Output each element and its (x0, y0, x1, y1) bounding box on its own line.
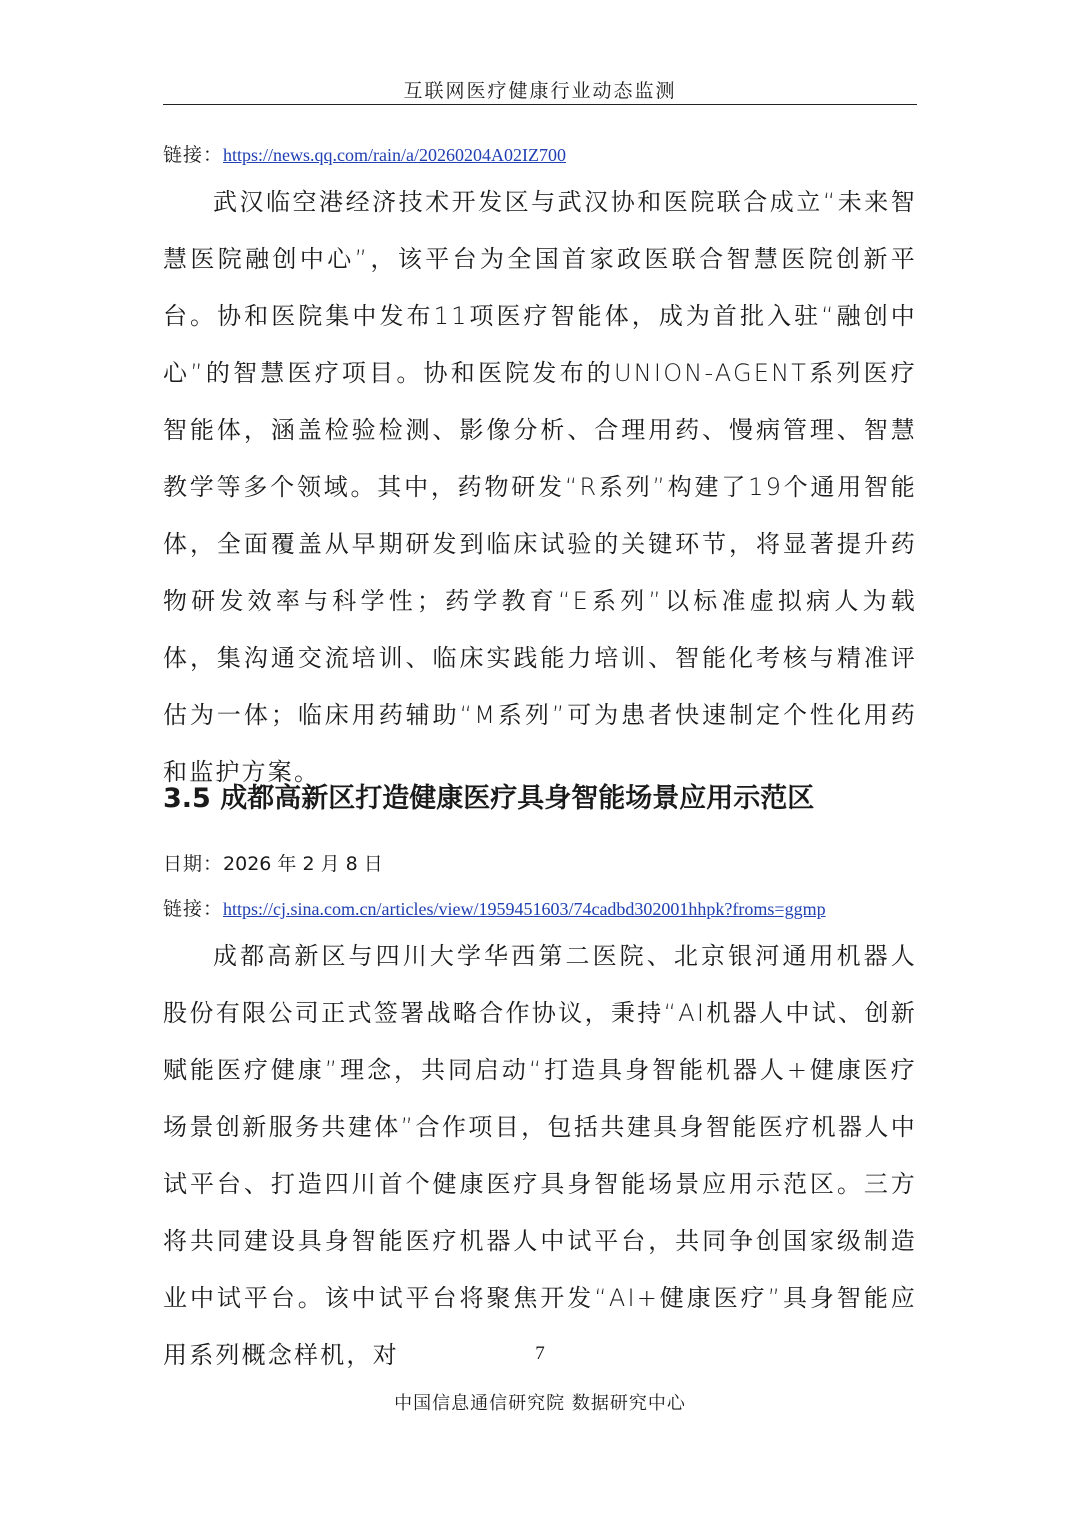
article2-date-line (163, 852, 383, 876)
section-heading: 3.5 成都高新区打造健康医疗具身智能场景应用示范区 (163, 783, 815, 814)
article1-body: 武汉临空港经济技术开发区与武汉协和医院联合成立“未来智慧医院融创中心”，该平台为全国首家政医联合智慧医院创新平台。协和医院集中发布11项医疗智能体，成为首批入驻“融创中心”的智慧医疗项目。协和医院发布的UNION-AGENT系列医疗智能体，涵盖检验检测、影像分析、合理用药、慢病管理、智慧教学等多个领域。其中，药物研发“R系列”构建了19个通用智能体，全面覆盖从早期研发到临床试验的关键环节，将显著提升药物研发效率与科学性；药学教育“E系列”以标准虚拟病人为载体，集沟通交流培训、临床实践能力培训、智能化考核与精准评估为一体；临床用药辅助“M系列”可为患者快速制定个性化用药和监护方案。 (163, 188, 917, 786)
article2-link[interactable]: https://cj.sina.com.cn/articles/view/1959451603/74cadbd302001hhpk?froms=ggmp (223, 899, 826, 919)
article1-link-line (163, 143, 566, 167)
running-header-title: 互联网医疗健康行业动态监测 (403, 80, 677, 102)
article2-link-line (163, 897, 826, 921)
article2-body: 成都高新区与四川大学华西第二医院、北京银河通用机器人股份有限公司正式签署战略合作协议，秉持“AI机器人中试、创新赋能医疗健康”理念，共同启动“打造具身智能机器人+健康医疗场景创新服务共建体”合作项目，包括共建具身智能医疗机器人中试平台、打造四川首个健康医疗具身智能场景应用示范区。三方将共同建设具身智能医疗机器人中试平台，共同争创国家级制造业中试平台。该中试平台将聚焦开发“AI+健康医疗”具身智能应用系列概念样机，对 (163, 942, 917, 1369)
page-number: 7 (535, 1343, 545, 1364)
header-divider (163, 104, 917, 105)
date-value: 2026 年 2 月 8 日 (223, 853, 383, 875)
link-label: 链接： (163, 144, 224, 166)
footer-organization: 中国信息通信研究院 数据研究中心 (394, 1393, 686, 1414)
link-label: 链接： (163, 898, 224, 920)
date-label: 日期： (163, 853, 224, 875)
article1-link[interactable]: https://news.qq.com/rain/a/20260204A02IZ700 (223, 145, 566, 165)
